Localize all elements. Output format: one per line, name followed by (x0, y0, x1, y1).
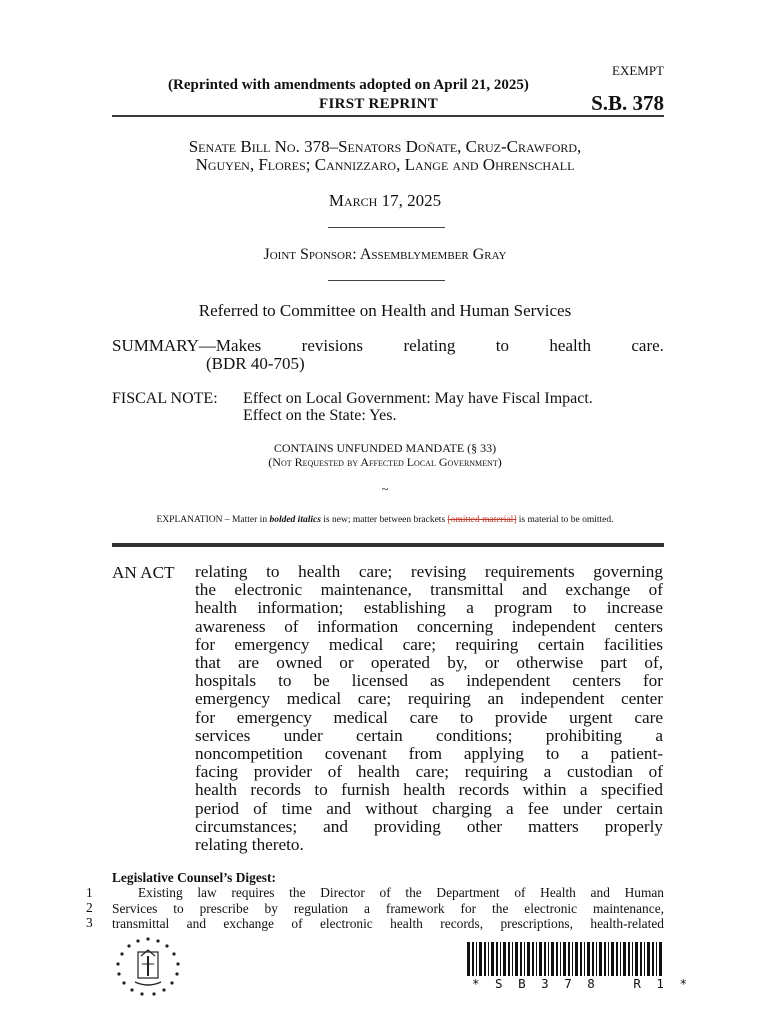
barcode-bar (532, 942, 534, 976)
barcode-bar (508, 942, 510, 976)
barcode-bar (608, 942, 609, 976)
act-line: awareness of information concerning independent centers (195, 616, 663, 636)
barcode-bar (500, 942, 501, 976)
line-number: 2 (86, 900, 93, 915)
summary-label: SUMMARY—Makes (112, 336, 262, 355)
barcode-text: * S B 3 7 8 R 1 * (472, 976, 691, 991)
fiscal-note-label: FISCAL NOTE: (112, 390, 218, 407)
unfunded-mandate: CONTAINS UNFUNDED MANDATE (§ 33) (273, 441, 497, 455)
act-line: the electronic maintenance, transmittal and exchange of (195, 580, 663, 600)
barcode-bar (599, 942, 602, 976)
act-line: that are owned or operated by, or otherwise part of, (195, 653, 663, 673)
barcode-bar (563, 942, 566, 976)
barcode-bar (484, 942, 486, 976)
line-number: 3 (86, 915, 93, 930)
barcode-bar (640, 942, 642, 976)
barcode-bar (575, 942, 578, 976)
barcode-bar (611, 942, 614, 976)
act-line: health information; establishing a program to increase (195, 598, 663, 618)
barcode-bar (520, 942, 522, 976)
act-line: emergency medical care; requiring an independent center (195, 689, 663, 709)
barcode-bar (512, 942, 513, 976)
act-lead: AN ACT (112, 563, 175, 582)
committee-referral: Referred to Committee on Health and Human Services (198, 301, 572, 320)
barcode-bar (596, 942, 597, 976)
explanation-suffix: is material to be omitted. (516, 515, 614, 525)
barcode-bar (476, 942, 477, 976)
state-seal-icon (113, 936, 183, 998)
barcode-bar (587, 942, 590, 976)
fiscal-note-state: Effect on the State: Yes. (243, 407, 397, 424)
tilde-separator: ~ (381, 482, 389, 496)
act-line: health records to furnish health records within a specified (195, 780, 663, 800)
barcode-bar (659, 942, 662, 976)
barcode-bar (491, 942, 494, 976)
barcode-bar (652, 942, 654, 976)
barcode-bar (544, 942, 546, 976)
barcode-bar (635, 942, 638, 976)
sponsors-line-2: Nguyen, Flores; Cannizzaro, Lange and Ohrenschall (195, 155, 575, 174)
summary (112, 336, 664, 356)
barcode-bar (580, 942, 582, 976)
summary-word: relating (403, 336, 456, 355)
fiscal-note-local: Effect on Local Government: May have Fiscal Impact. (243, 390, 593, 407)
barcode-bar (616, 942, 618, 976)
barcode-bar (496, 942, 498, 976)
divider-1 (328, 227, 445, 228)
summary-word: to (495, 336, 510, 355)
digest-line: Services to prescribe by regulation a framework for the electronic maintenance, (112, 900, 664, 916)
barcode-icon (467, 942, 663, 978)
barcode-bar (620, 942, 621, 976)
act-line: for emergency medical care to provide urgent care (195, 707, 663, 727)
line-number: 1 (86, 885, 93, 900)
barcode-bar (527, 942, 530, 976)
summary-bdr: (BDR 40-705) (206, 354, 305, 373)
act-line: for emergency medical care; requiring certain facilities (195, 634, 663, 654)
barcode-bar (632, 942, 633, 976)
bill-number: S.B. 378 (591, 91, 664, 115)
bill-date: March 17, 2025 (328, 191, 442, 210)
exempt-label: EXEMPT (612, 63, 664, 78)
act-line: noncompetition covenant from applying to a patient- (195, 744, 663, 764)
summary-word: revisions (301, 336, 364, 355)
summary-word: care. (631, 336, 664, 355)
barcode-bar (503, 942, 506, 976)
act-line: facing provider of health care; requiring a custodian of (195, 762, 663, 782)
explanation (0, 515, 770, 525)
reprint-note: (Reprinted with amendments adopted on April 21, 2025) (168, 77, 529, 93)
digest-line: Existing law requires the Director of the Department of Health and Human (138, 885, 664, 900)
barcode-bar (644, 942, 645, 976)
barcode-bar (488, 942, 489, 976)
mandate-note: (Not Requested by Affected Local Government) (268, 455, 502, 469)
barcode-bar (479, 942, 482, 976)
barcode-bar (604, 942, 606, 976)
act-line: circumstances; and providing other matters properly (195, 816, 663, 836)
explanation-omitted: [omitted material] (447, 515, 517, 525)
explanation-middle: is new; matter between brackets (320, 515, 448, 525)
barcode-bar (472, 942, 474, 976)
barcode-bar (623, 942, 626, 976)
barcode-bar (647, 942, 650, 976)
act-line: period of time and without charging a fee under certain (195, 798, 663, 818)
digest-body (112, 885, 664, 932)
explanation-bolded: bolded italics (269, 515, 321, 525)
barcode-bar (584, 942, 585, 976)
barcode-bar (548, 942, 549, 976)
barcode-bar (556, 942, 558, 976)
digest-line: transmittal and exchange of electronic health records, prescriptions, health-related (112, 916, 664, 931)
header-rule (112, 115, 664, 117)
act-line: relating to health care; revising requirements governing (195, 562, 663, 581)
digest-title: Legislative Counsel’s Digest: (112, 870, 276, 885)
barcode-bar (628, 942, 630, 976)
act-line: relating thereto. (195, 835, 304, 855)
barcode-bar (524, 942, 525, 976)
barcode-bar (551, 942, 554, 976)
divider-2 (328, 280, 445, 281)
barcode-bar (467, 942, 470, 976)
barcode-bar (592, 942, 594, 976)
barcode-bar (536, 942, 537, 976)
barcode-bar (572, 942, 573, 976)
thick-rule (112, 543, 664, 547)
barcode-bar (568, 942, 570, 976)
act-line: services under certain conditions; prohibiting a (195, 725, 663, 745)
barcode-bar (515, 942, 518, 976)
barcode-bar (560, 942, 561, 976)
summary-word: health (549, 336, 591, 355)
joint-sponsor: Joint Sponsor: Assemblymember Gray (263, 246, 507, 263)
act-line: hospitals to be licensed as independent centers for (195, 671, 663, 691)
explanation-prefix: EXPLANATION – Matter in (156, 515, 270, 525)
barcode-bar (656, 942, 657, 976)
first-reprint-label: FIRST REPRINT (319, 96, 439, 112)
sponsors-line-1: Senate Bill No. 378–Senators Doñate, Cruz-Crawford, (188, 137, 582, 156)
act-body (195, 563, 663, 854)
barcode-bar (539, 942, 542, 976)
